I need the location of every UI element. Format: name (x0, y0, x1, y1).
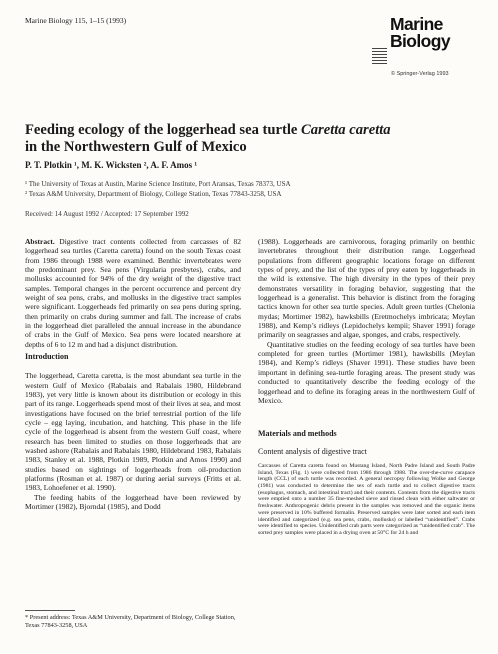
methods-paragraph: Carcasses of Caretta caretta found on Mustang Island, North Padre Island and South Padre Island, Texas (Fig. 1) were collected from 1986 through 1988. The over-the-curve carapace length (CCL) of each turtle was recorded. A general necropsy following Wolke and George (1981) was conducted to determine the sex of each turtle and to collect digestive tracts (esophagus, stomach, and intestinal tract) and their contents. Contents from the digestive tracts were emptied onto a number 35 fine-meshed sieve and rinsed clean with either saltwater or freshwater. Anthropogenic debris present in the samples was removed and the organic items were preserved in 10% buffered formalin. Preserved samples were later sorted and each item identified and categorized (e.g. sea pens, crabs, mollusks) or labelled “unidentified”. Crabs were identified to species. Unidentified crab parts were categorized as “unidentified crab”. The sorted prey samples were placed in a drying oven at 50°C for 24 h and (258, 462, 475, 537)
abstract (25, 237, 241, 349)
introduction-section (25, 352, 241, 512)
footnote-rule (25, 610, 75, 611)
article-title (25, 122, 485, 155)
methods-subheading: Content analysis of digestive tract (258, 446, 367, 456)
title-species: Caretta caretta (301, 122, 391, 138)
introduction-paragraph-1: The loggerhead, Caretta caretta, is the most abundant sea turtle in the western Gulf of Mexico (Rabalais and Rabalais 1980, Hildebrand 1983), yet very little is known about its distribution or ecology in this part of its range. Loggerheads spend most of their lives at sea, and most investigations have focused on the brief terrestrial portion of the life cycle – egg laying, incubation, and hatching. This phase in the life cycle of the loggerhead is absent from the western Gulf coast, where research has been limited to studies on those loggerheads that are washed ashore (Rabalais and Rabalais 1980, Hildebrand 1983, Rabalais 1983, Stanley et al. 1988, Plotkin 1989, Plotkin and Amos 1990) and studies based on sightings of loggerheads from oil-production platforms (Rosman et al. 1987) or during aerial surveys (Fritts et al. 1983, Lohoefener et al. 1990). (25, 371, 241, 493)
right-paragraph-2: Quantitative studies on the feeding ecology of sea turtles have been completed for green turtles (Mortimer 1981), hawksbills (Meylan 1984), and Kemp’s ridleys (Shaver 1991). These studies have been important in defining sea-turtle foraging areas. The present study was conducted to quantitatively describe the feeding ecology of the loggerhead and to define its foraging areas in the northwestern Gulf of Mexico. (258, 339, 475, 405)
title-text: Feeding ecology of the loggerhead sea turtle (25, 122, 302, 138)
right-paragraph-1: (1988). Loggerheads are carnivorous, foraging primarily on benthic invertebrates throughout their distribution range. Loggerhead populations from different geographic locations forage on different types of prey, and the list of the types of prey eaten by loggerheads in the wild is extensive. The high diversity in the types of their prey demonstrates versatility in foraging behavior, suggesting that the loggerhead is a generalist. This behavior is distinct from the foraging tactics known for other sea turtle species. Adult green turtles (Chelonia mydas; Mortimer 1982), hawksbills (Eretmochelys imbricata; Meylan 1988), and Kemp’s ridleys (Lepidochelys kempii; Shaver 1991) forage primarily on seagrasses and algae, sponges, and crabs, respectively. (258, 237, 475, 340)
footnote: * Present address: Texas A&M University, Department of Biology, College Station, Texas 77843-3258, USA (25, 614, 236, 629)
methods-heading: Materials and methods (258, 429, 337, 439)
logo-word-marine: Marine (390, 14, 443, 34)
journal-logo (372, 14, 476, 76)
logo-word-biology: Biology (390, 31, 450, 51)
author-list: P. T. Plotkin ¹, M. K. Wicksten ², A. F. Amos ¹ (25, 160, 198, 170)
introduction-heading: Introduction (25, 352, 69, 361)
affiliation-1: ¹ The University of Texas at Austin, Marine Science Institute, Port Aransas, Texas 78373, USA (25, 180, 291, 188)
right-column (258, 237, 475, 537)
introduction-paragraph-2: The feeding habits of the loggerhead have been reviewed by Mortimer (1982), Bjorndal (1985), and Dodd (25, 492, 241, 512)
copyright-notice: © Springer-Verlag 1993 (391, 71, 449, 77)
logo-stripes-icon (372, 48, 387, 66)
received-dates: Received: 14 August 1992 / Accepted: 17 September 1992 (25, 210, 189, 218)
abstract-text: Digestive tract contents collected from carcasses of 82 loggerhead sea turtles (Caretta caretta) found on the south Texas coast from 1986 through 1988 were examined. Benthic invertebrates were the predominant prey. Sea pens (Virgularia presbytes), crabs, and mollusks accounted for 94% of the dry weight of the digestive tract samples. Temporal changes in the percent occurrence and percent dry weight of sea pens, crabs, and mollusks in the digestive tract samples were significant. Loggerheads fed primarily on sea pens during spring, then primarily on crabs during summer and fall. The increase of crabs in the loggerhead diet paralleled the annual increase in the abundance of crabs in the Gulf of Mexico. Sea pens were located nearshore at depths of 6 to 12 m and had a disjunct distribution. (25, 237, 241, 349)
affiliation-2: ² Texas A&M University, Department of Biology, College Station, Texas 77843-3258, USA (25, 190, 282, 198)
title-text-line2: in the Northwestern Gulf of Mexico (25, 138, 247, 155)
abstract-label: Abstract. (25, 237, 55, 246)
journal-reference: Marine Biology 115, 1–15 (1993) (25, 16, 127, 25)
